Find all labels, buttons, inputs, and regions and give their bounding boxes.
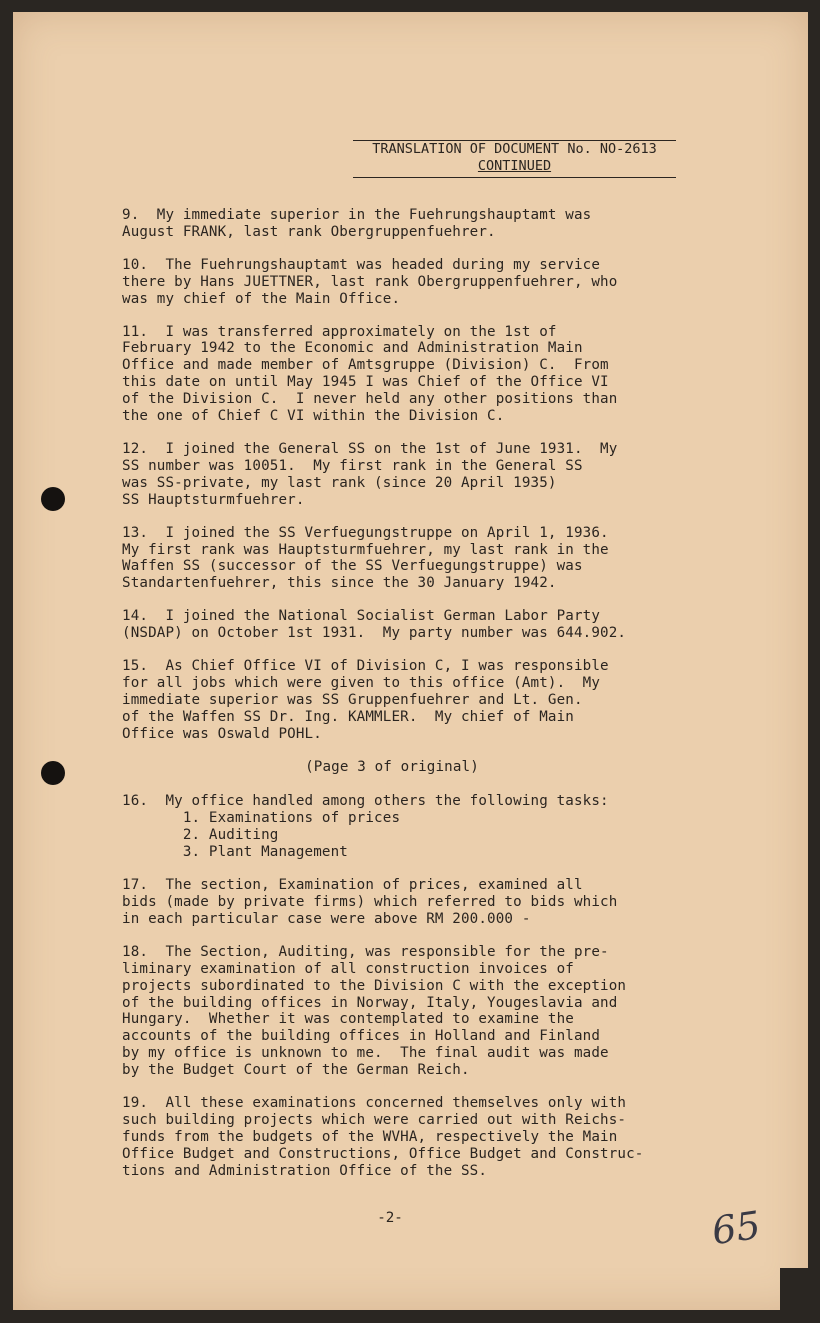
paragraph-14: 14. I joined the National Socialist German Labor Party (NSDAP) on October 1st 1931. My party number was 644.902. [122,608,627,642]
original-page-marker: (Page 3 of original) [305,758,479,775]
paragraph-19: 19. All these examinations concerned themselves only with such building projects which were carried out with Reichs- funds from the budgets of the WVHA, respectively the Main Office Budget and Constructions, Office Budget and Construc- tions and Administration Office of the SS. [122,1095,644,1179]
punch-hole [41,487,65,511]
document-title: TRANSLATION OF DOCUMENT No. NO-2613 [372,141,657,157]
header-rule [353,177,676,178]
punch-hole [41,761,65,785]
paragraph-16: 16. My office handled among others the following tasks: 1. Examinations of prices 2. Auditing 3. Plant Management [122,793,609,861]
paragraph-18: 18. The Section, Auditing, was responsible for the pre- liminary examination of all construction invoices of projects subordinated to the Division C with the exception of the building offices in Norway, Italy, Yougeslavia and Hungary. Whether it was contemplated to examine the accounts of the building offices in Holland and Finland by my office is unknown to me. The final audit was made by the Budget Court of the German Reich. [122,943,627,1079]
document-subtitle: CONTINUED [477,158,552,174]
paragraph-9: 9. My immediate superior in the Fuehrungshauptamt was August FRANK, last rank Obergruppenfuehrer. [122,207,592,240]
document-header [353,140,676,178]
paragraph-10: 10. The Fuehrungshauptamt was headed during my service there by Hans JUETTNER, last rank Obergruppenfuehrer, who was my chief of the Main Office. [122,256,618,307]
paragraph-15: 15. As Chief Office VI of Division C, I was responsible for all jobs which were given to this office (Amt). My immediate superior was SS Gruppenfuehrer and Lt. Gen. of the Waffen SS Dr. Ing. KAMMLER. My chief of Main Office was Oswald POHL. [122,658,609,742]
page-number: -2- [377,1210,403,1226]
handwritten-page-mark: 65 [709,1202,764,1254]
torn-corner [780,1268,820,1323]
paragraph-13: 13. I joined the SS Verfuegungstruppe on April 1, 1936. My first rank was Hauptsturmfuehrer, my last rank in the Waffen SS (successor of the SS Verfuegungstruppe) was Standartenfuehrer, this since the 30 January 1942. [122,524,609,592]
paragraph-12: 12. I joined the General SS on the 1st of June 1931. My SS number was 10051. My first rank in the General SS was SS-private, my last rank (since 20 April 1935) SS Hauptsturmfuehrer. [122,440,618,508]
paragraph-11: 11. I was transferred approximately on the 1st of February 1942 to the Economic and Administration Main Office and made member of Amtsgruppe (Division) C. From this date on until May 1945 I was Chief of the Office VI of the Division C. I never held any other positions than the one of Chief C VI within the Division C. [122,323,618,425]
document-body [122,207,722,1196]
paragraph-17: 17. The section, Examination of prices, examined all bids (made by private firms) which referred to bids which in each particular case were above RM 200.000 - [122,877,618,927]
